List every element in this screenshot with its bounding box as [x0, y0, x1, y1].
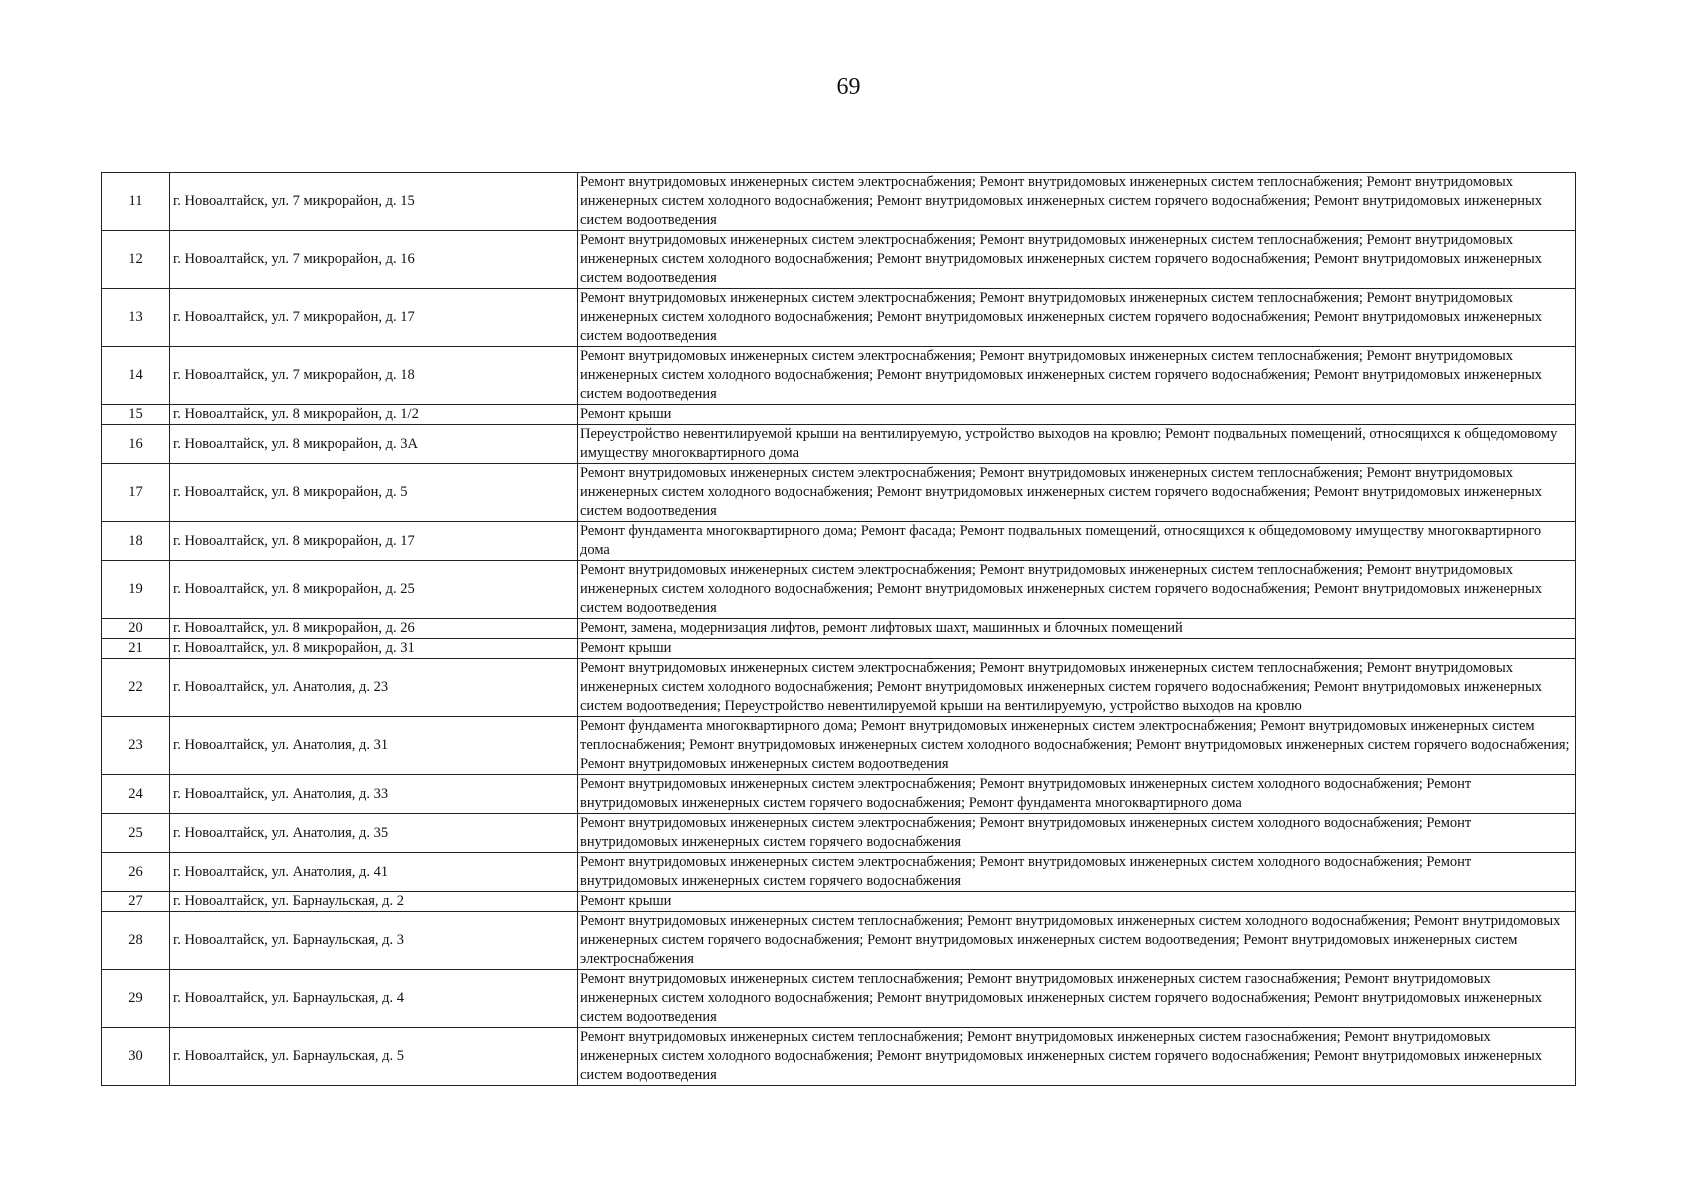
table-row [102, 659, 1576, 717]
address-cell: г. Новоалтайск, ул. 8 микрорайон, д. 31 [170, 639, 578, 659]
works-cell: Ремонт крыши [578, 405, 1576, 425]
row-number: 12 [102, 231, 170, 289]
works-cell: Ремонт внутридомовых инженерных систем электроснабжения; Ремонт внутридомовых инженерных систем теплоснабжения; Ремонт внутридомовых инженерных систем холодного водоснабжения; Ремонт внутридомовых инженерных систем горячего водоснабжения; Ремонт внутридомовых инженерных систем водоотведения [578, 347, 1576, 405]
address-cell: г. Новоалтайск, ул. 8 микрорайон, д. 25 [170, 561, 578, 619]
address-cell: г. Новоалтайск, ул. 7 микрорайон, д. 16 [170, 231, 578, 289]
table-row [102, 775, 1576, 814]
row-number: 13 [102, 289, 170, 347]
row-number: 29 [102, 970, 170, 1028]
table-row [102, 231, 1576, 289]
address-cell: г. Новоалтайск, ул. 7 микрорайон, д. 18 [170, 347, 578, 405]
address-cell: г. Новоалтайск, ул. 8 микрорайон, д. 5 [170, 464, 578, 522]
page-number: 69 [836, 74, 861, 100]
table-row [102, 892, 1576, 912]
row-number: 26 [102, 853, 170, 892]
address-cell: г. Новоалтайск, ул. Барнаульская, д. 3 [170, 912, 578, 970]
address-cell: г. Новоалтайск, ул. 7 микрорайон, д. 17 [170, 289, 578, 347]
address-cell: г. Новоалтайск, ул. 8 микрорайон, д. 1/2 [170, 405, 578, 425]
works-cell: Ремонт внутридомовых инженерных систем электроснабжения; Ремонт внутридомовых инженерных систем холодного водоснабжения; Ремонт внутридомовых инженерных систем горячего водоснабжения; Ремонт фундамента многоквартирного дома [578, 775, 1576, 814]
table-row [102, 912, 1576, 970]
table-row [102, 639, 1576, 659]
row-number: 11 [102, 173, 170, 231]
address-cell: г. Новоалтайск, ул. 8 микрорайон, д. 17 [170, 522, 578, 561]
row-number: 22 [102, 659, 170, 717]
table-row [102, 522, 1576, 561]
address-cell: г. Новоалтайск, ул. Анатолия, д. 41 [170, 853, 578, 892]
row-number: 14 [102, 347, 170, 405]
works-cell: Ремонт внутридомовых инженерных систем электроснабжения; Ремонт внутридомовых инженерных систем холодного водоснабжения; Ремонт внутридомовых инженерных систем горячего водоснабжения [578, 814, 1576, 853]
address-cell: г. Новоалтайск, ул. Барнаульская, д. 2 [170, 892, 578, 912]
works-cell: Ремонт внутридомовых инженерных систем теплоснабжения; Ремонт внутридомовых инженерных систем газоснабжения; Ремонт внутридомовых инженерных систем холодного водоснабжения; Ремонт внутридомовых инженерных систем горячего водоснабжения; Ремонт внутридомовых инженерных систем водоотведения [578, 970, 1576, 1028]
row-number: 20 [102, 619, 170, 639]
table-row [102, 561, 1576, 619]
address-cell: г. Новоалтайск, ул. Анатолия, д. 31 [170, 717, 578, 775]
works-cell: Переустройство невентилируемой крыши на вентилируемую, устройство выходов на кровлю; Ремонт подвальных помещений, относящихся к общедомовому имуществу многоквартирного дома [578, 425, 1576, 464]
works-cell: Ремонт внутридомовых инженерных систем электроснабжения; Ремонт внутридомовых инженерных систем теплоснабжения; Ремонт внутридомовых инженерных систем холодного водоснабжения; Ремонт внутридомовых инженерных систем горячего водоснабжения; Ремонт внутридомовых инженерных систем водоотведения [578, 231, 1576, 289]
row-number: 25 [102, 814, 170, 853]
table-row [102, 1028, 1576, 1086]
address-cell: г. Новоалтайск, ул. Барнаульская, д. 4 [170, 970, 578, 1028]
table-row [102, 405, 1576, 425]
works-cell: Ремонт крыши [578, 639, 1576, 659]
row-number: 23 [102, 717, 170, 775]
table-row [102, 289, 1576, 347]
table-row [102, 347, 1576, 405]
table-row [102, 814, 1576, 853]
address-cell: г. Новоалтайск, ул. Анатолия, д. 33 [170, 775, 578, 814]
row-number: 19 [102, 561, 170, 619]
row-number: 18 [102, 522, 170, 561]
works-cell: Ремонт внутридомовых инженерных систем электроснабжения; Ремонт внутридомовых инженерных систем теплоснабжения; Ремонт внутридомовых инженерных систем холодного водоснабжения; Ремонт внутридомовых инженерных систем горячего водоснабжения; Ремонт внутридомовых инженерных систем водоотведения [578, 464, 1576, 522]
works-cell: Ремонт крыши [578, 892, 1576, 912]
works-cell: Ремонт внутридомовых инженерных систем электроснабжения; Ремонт внутридомовых инженерных систем холодного водоснабжения; Ремонт внутридомовых инженерных систем горячего водоснабжения [578, 853, 1576, 892]
row-number: 30 [102, 1028, 170, 1086]
address-cell: г. Новоалтайск, ул. 7 микрорайон, д. 15 [170, 173, 578, 231]
row-number: 27 [102, 892, 170, 912]
repair-table-body [102, 173, 1576, 1086]
works-cell: Ремонт внутридомовых инженерных систем электроснабжения; Ремонт внутридомовых инженерных систем теплоснабжения; Ремонт внутридомовых инженерных систем холодного водоснабжения; Ремонт внутридомовых инженерных систем горячего водоснабжения; Ремонт внутридомовых инженерных систем водоотведения [578, 289, 1576, 347]
works-cell: Ремонт внутридомовых инженерных систем электроснабжения; Ремонт внутридомовых инженерных систем теплоснабжения; Ремонт внутридомовых инженерных систем холодного водоснабжения; Ремонт внутридомовых инженерных систем горячего водоснабжения; Ремонт внутридомовых инженерных систем водоотведения [578, 561, 1576, 619]
address-cell: г. Новоалтайск, ул. 8 микрорайон, д. 26 [170, 619, 578, 639]
table-row [102, 853, 1576, 892]
works-cell: Ремонт внутридомовых инженерных систем теплоснабжения; Ремонт внутридомовых инженерных систем холодного водоснабжения; Ремонт внутридомовых инженерных систем горячего водоснабжения; Ремонт внутридомовых инженерных систем водоотведения; Ремонт внутридомовых инженерных систем электроснабжения [578, 912, 1576, 970]
works-cell: Ремонт фундамента многоквартирного дома; Ремонт внутридомовых инженерных систем электроснабжения; Ремонт внутридомовых инженерных систем теплоснабжения; Ремонт внутридомовых инженерных систем холодного водоснабжения; Ремонт внутридомовых инженерных систем горячего водоснабжения; Ремонт внутридомовых инженерных систем водоотведения [578, 717, 1576, 775]
works-cell: Ремонт внутридомовых инженерных систем электроснабжения; Ремонт внутридомовых инженерных систем теплоснабжения; Ремонт внутридомовых инженерных систем холодного водоснабжения; Ремонт внутридомовых инженерных систем горячего водоснабжения; Ремонт внутридомовых инженерных систем водоотведения [578, 173, 1576, 231]
address-cell: г. Новоалтайск, ул. Барнаульская, д. 5 [170, 1028, 578, 1086]
works-cell: Ремонт фундамента многоквартирного дома; Ремонт фасада; Ремонт подвальных помещений, относящихся к общедомовому имуществу многоквартирного дома [578, 522, 1576, 561]
works-cell: Ремонт, замена, модернизация лифтов, ремонт лифтовых шахт, машинных и блочных помещений [578, 619, 1576, 639]
row-number: 24 [102, 775, 170, 814]
table-row [102, 173, 1576, 231]
table-row [102, 970, 1576, 1028]
works-cell: Ремонт внутридомовых инженерных систем теплоснабжения; Ремонт внутридомовых инженерных систем газоснабжения; Ремонт внутридомовых инженерных систем холодного водоснабжения; Ремонт внутридомовых инженерных систем горячего водоснабжения; Ремонт внутридомовых инженерных систем водоотведения [578, 1028, 1576, 1086]
address-cell: г. Новоалтайск, ул. Анатолия, д. 23 [170, 659, 578, 717]
row-number: 21 [102, 639, 170, 659]
row-number: 15 [102, 405, 170, 425]
table-row [102, 717, 1576, 775]
address-cell: г. Новоалтайск, ул. 8 микрорайон, д. 3А [170, 425, 578, 464]
table-row [102, 619, 1576, 639]
works-cell: Ремонт внутридомовых инженерных систем электроснабжения; Ремонт внутридомовых инженерных систем теплоснабжения; Ремонт внутридомовых инженерных систем холодного водоснабжения; Ремонт внутридомовых инженерных систем горячего водоснабжения; Ремонт внутридомовых инженерных систем водоотведения; Переустройство невентилируемой крыши на вентилируемую, устройство выходов на кровлю [578, 659, 1576, 717]
repair-table-container [101, 172, 1575, 1086]
table-row [102, 425, 1576, 464]
row-number: 17 [102, 464, 170, 522]
repair-table [101, 172, 1576, 1086]
address-cell: г. Новоалтайск, ул. Анатолия, д. 35 [170, 814, 578, 853]
row-number: 16 [102, 425, 170, 464]
table-row [102, 464, 1576, 522]
row-number: 28 [102, 912, 170, 970]
